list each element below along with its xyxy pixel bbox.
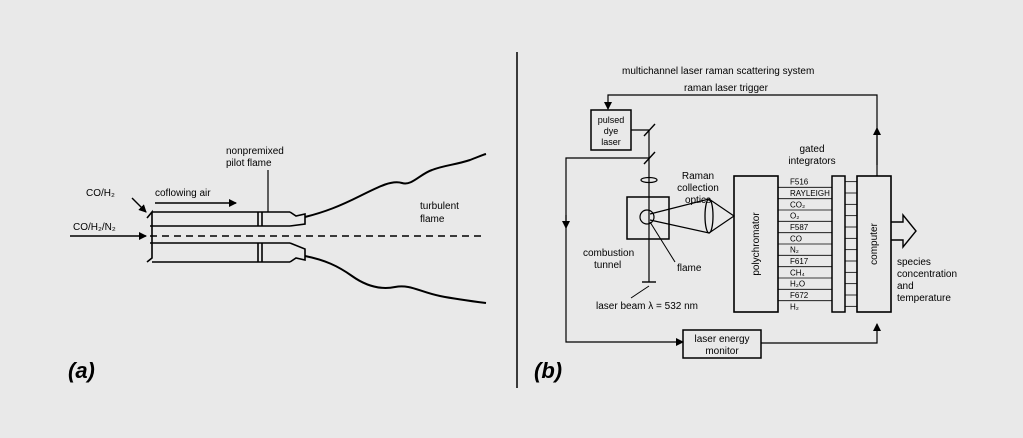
channel-label: CO <box>790 234 802 244</box>
channel-label: CH₄ <box>790 268 805 278</box>
channel-label: F587 <box>790 223 809 232</box>
channel-label: H₂O <box>790 279 806 289</box>
panel-a <box>68 146 486 383</box>
output-arrow <box>891 215 916 247</box>
panel-b-tag: (b) <box>534 358 563 383</box>
combustion-label-1: combustion <box>583 248 635 259</box>
fuel-outer-arrow <box>132 198 146 212</box>
integrator-bar <box>832 176 845 312</box>
gated-label-2: integrators <box>788 156 836 167</box>
channel-label: CO₂ <box>790 200 806 210</box>
channel-label: O₂ <box>790 211 800 221</box>
flame-label-1: turbulent <box>420 201 459 212</box>
dye-laser-label-2: dye <box>603 126 619 136</box>
flame-label-2: flame <box>420 214 445 225</box>
channel-label: F516 <box>790 177 809 187</box>
burner-tubes <box>147 212 305 262</box>
panel-b <box>534 66 957 383</box>
trigger-label: raman laser trigger <box>684 83 768 94</box>
channel-label: F617 <box>790 257 809 266</box>
system-title: multichannel laser raman scattering system <box>622 66 815 77</box>
computer-label: computer <box>869 223 880 265</box>
output-label-4: temperature <box>897 293 951 304</box>
beam-pointer <box>631 286 649 298</box>
energy-monitor-label-1: laser energy <box>694 334 750 345</box>
channel-label: H₂ <box>790 302 799 312</box>
flame-label: flame <box>677 263 702 274</box>
pilot-label-1: nonpremixed <box>226 146 284 157</box>
output-label-2: concentration <box>897 269 958 280</box>
optics-label-1: Raman <box>681 171 715 182</box>
monitor-to-computer-line <box>761 324 877 343</box>
polychromator-label: polychromator <box>751 212 762 276</box>
beam-label: laser beam λ = 532 nm <box>596 301 698 312</box>
channel-label: N₂ <box>790 245 799 255</box>
panel-a-tag: (a) <box>68 358 95 383</box>
output-label-1: species <box>897 257 931 268</box>
channel-label: F672 <box>790 291 809 300</box>
coflow-label: coflowing air <box>155 188 211 199</box>
optics-label-2: collection <box>677 183 719 194</box>
output-label-3: and <box>897 281 914 292</box>
channel-label: RAYLEIGH <box>790 189 830 198</box>
pilot-label-2: pilot flame <box>226 158 272 169</box>
fuel-inner-label: CO/H₂/N₂ <box>73 222 116 233</box>
flame-circle <box>640 210 654 224</box>
combustion-label-2: tunnel <box>594 260 622 271</box>
energy-monitor-label-2: monitor <box>705 346 739 357</box>
optics-label-3: optics <box>684 195 712 206</box>
combustion-tunnel-box <box>627 197 669 239</box>
dye-laser-label-1: pulsed <box>597 115 625 125</box>
flame-envelope-lower <box>305 256 486 303</box>
flame-pointer <box>650 222 675 262</box>
fuel-outer-label: CO/H₂ <box>86 188 115 199</box>
gated-label-1: gated <box>799 144 825 155</box>
dye-laser-label-3: laser <box>601 137 621 147</box>
